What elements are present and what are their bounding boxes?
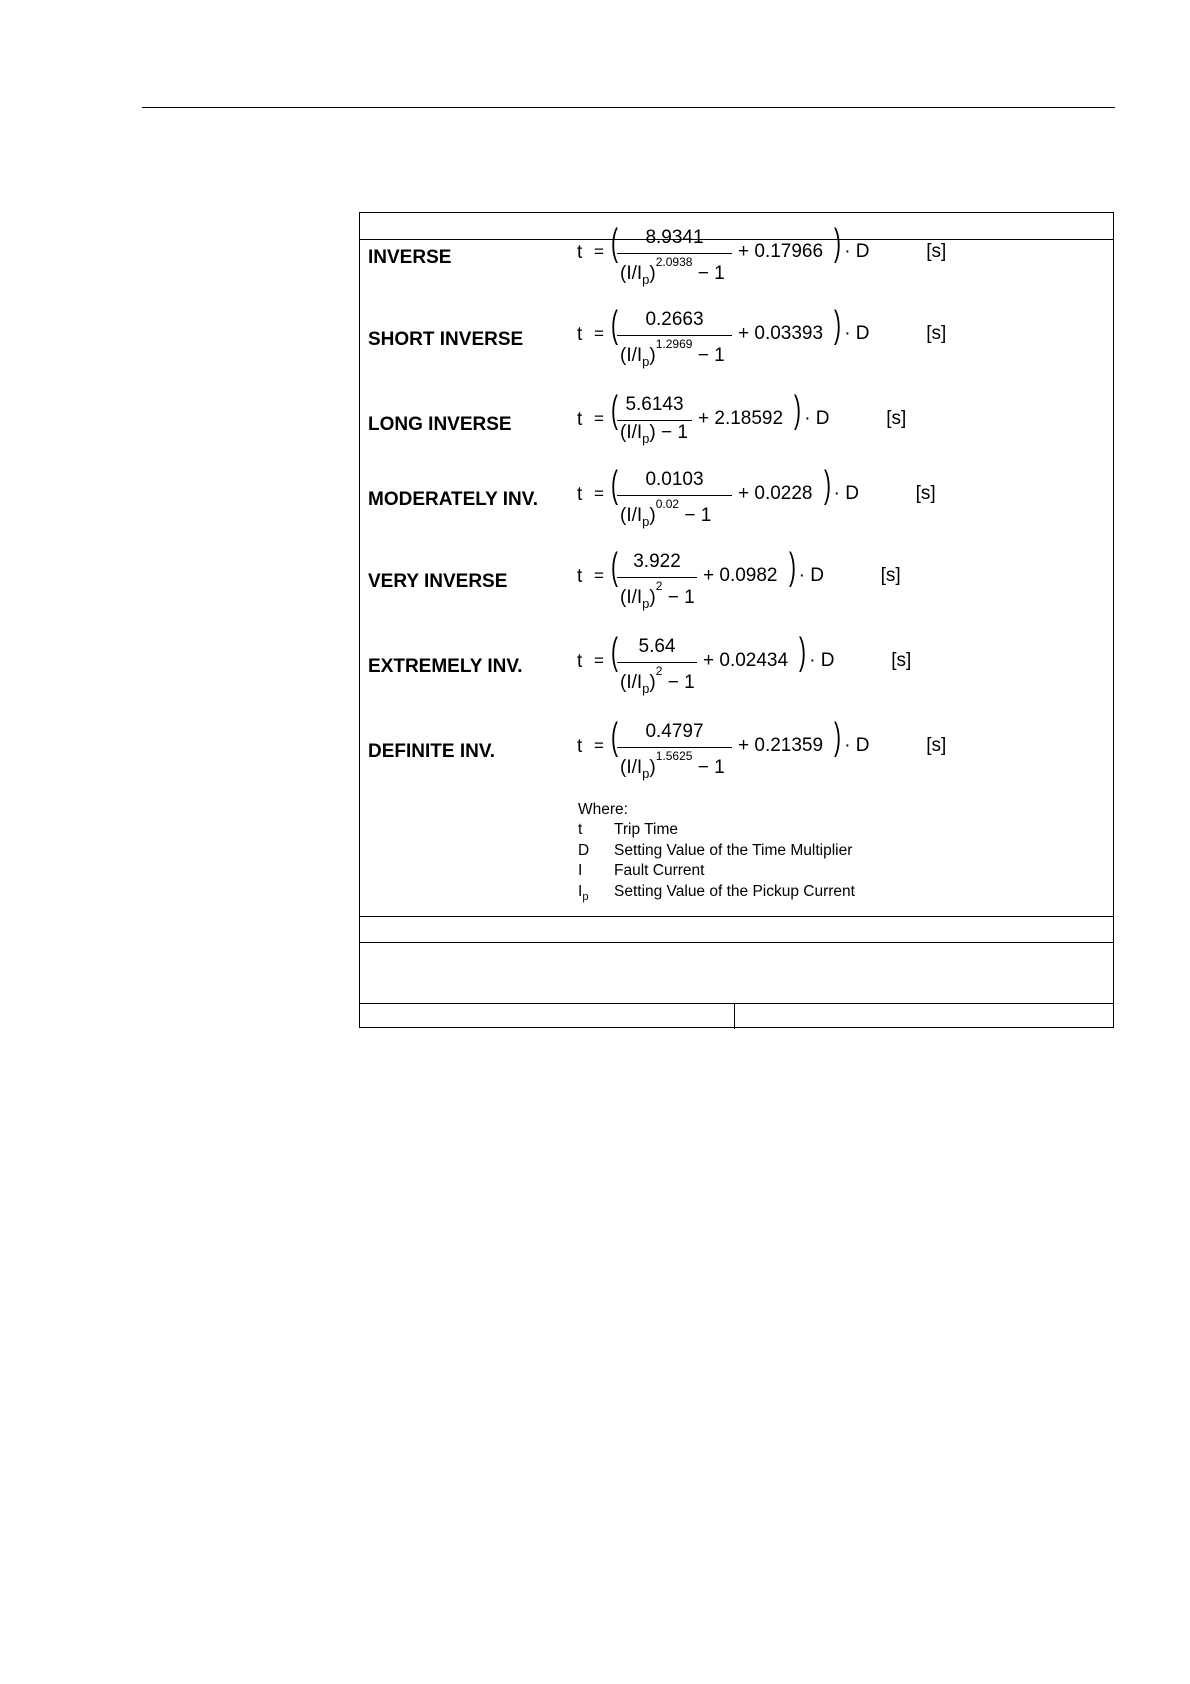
formula-numerator: 3.922 (633, 551, 681, 572)
legend-symbol: I (578, 862, 583, 879)
curve-row (360, 389, 1113, 454)
curve-label: EXTREMELY INV. (368, 656, 523, 677)
fraction-bar (617, 420, 692, 421)
close-paren: ) (794, 389, 802, 431)
formula-unit: [s] (926, 241, 947, 262)
formula-times-d: · D (833, 483, 859, 504)
open-paren: ( (611, 631, 618, 673)
formula-t: t (577, 324, 583, 345)
legend-symbol: $I_p$ (578, 882, 589, 903)
table-divider (360, 916, 1113, 917)
formula-t: t (577, 484, 583, 505)
formula-unit: [s] (886, 408, 907, 429)
formula-constant: + 0.0228 (738, 483, 813, 504)
formula-unit: [s] (891, 650, 912, 671)
formula-constant: + 0.0982 (703, 565, 778, 586)
table-column-divider (734, 1003, 735, 1029)
formula-times-d: · D (809, 650, 835, 671)
curve-label: SHORT INVERSE (368, 329, 524, 350)
formula-exponent: 0.02 (655, 497, 680, 511)
curve-row (360, 716, 1113, 781)
formula-times-d: · D (844, 323, 870, 344)
formula-constant: + 0.02434 (703, 650, 789, 671)
fraction-bar (617, 747, 732, 748)
curve-row (360, 464, 1113, 529)
close-paren: ) (834, 222, 842, 264)
formula-denominator: $(I/I_p)^{0.02} - 1$ (620, 497, 712, 529)
formula-numerator: 0.4797 (645, 721, 704, 742)
curve-label: VERY INVERSE (368, 571, 508, 592)
curve-row (360, 546, 1113, 611)
formula-constant: + 0.17966 (738, 241, 824, 262)
legend-text: Setting Value of the Pickup Current (614, 882, 855, 900)
open-paren: ( (611, 464, 618, 506)
formula-equals: = (594, 409, 604, 428)
fraction-bar (617, 495, 732, 496)
formula-equals: = (594, 324, 604, 343)
fraction-bar (617, 253, 732, 254)
formula-equals: = (594, 242, 604, 261)
formula-exponent: 1.5625 (655, 749, 693, 763)
formula-t: t (577, 736, 583, 757)
formula-exponent: 1.2969 (655, 337, 693, 351)
formula-t: t (577, 651, 583, 672)
formula-equals: = (594, 484, 604, 503)
curve-label: DEFINITE INV. (368, 741, 496, 762)
formula-unit: [s] (926, 735, 947, 756)
formula-numerator: 5.6143 (625, 394, 684, 415)
legend-text: Fault Current (614, 862, 705, 879)
formula-exponent: 2.0938 (655, 255, 693, 269)
formula-times-d: · D (798, 565, 824, 586)
formula-unit: [s] (880, 565, 901, 586)
curve-row (360, 222, 1113, 287)
formula-equals: = (594, 736, 604, 755)
curve-label: MODERATELY INV. (368, 489, 538, 510)
fraction-bar (617, 335, 732, 336)
close-paren: ) (788, 546, 796, 588)
fraction-bar (617, 662, 697, 663)
formula-constant: + 0.03393 (738, 323, 824, 344)
formula-constant: + 0.21359 (738, 735, 824, 756)
formula-denominator: $(I/I_p)^2 - 1$ (620, 579, 695, 611)
curve-row (360, 631, 1113, 696)
formula-times-d: · D (844, 241, 870, 262)
formula-equals: = (594, 566, 604, 585)
formula-equals: = (594, 651, 604, 670)
curve-label: LONG INVERSE (368, 414, 512, 435)
close-paren: ) (834, 304, 842, 346)
close-paren: ) (823, 464, 831, 506)
legend-symbol: t (578, 821, 583, 838)
open-paren: ( (611, 546, 618, 588)
formula-denominator: $(I/I_p)^{2.0938} - 1$ (620, 255, 725, 287)
formula-times-d: · D (804, 408, 830, 429)
formula-numerator: 0.2663 (645, 309, 704, 330)
formula-exponent: 2 (655, 579, 663, 593)
open-paren: ( (611, 222, 618, 264)
legend-text: Setting Value of the Time Multiplier (614, 841, 853, 859)
formula-constant: + 2.18592 (698, 408, 784, 429)
table-divider (360, 942, 1113, 943)
legend-symbol: D (578, 841, 590, 859)
formula-unit: [s] (926, 323, 947, 344)
formula-denominator: $(I/I_p)^2 - 1$ (620, 664, 695, 696)
formula-exponent: 2 (655, 664, 663, 678)
curve-row (360, 304, 1113, 369)
fraction-bar (617, 577, 697, 578)
open-paren: ( (611, 304, 618, 346)
formula-numerator: 5.64 (638, 636, 676, 657)
legend-text: Trip Time (614, 821, 679, 838)
legend-heading: Where: (578, 801, 628, 818)
formula-denominator: $(I/I_p) - 1$ (620, 422, 688, 446)
formula-unit: [s] (915, 483, 936, 504)
formula-t: t (577, 566, 583, 587)
curve-label: INVERSE (368, 247, 452, 268)
open-paren: ( (611, 716, 618, 758)
formula-numerator: 8.9341 (645, 227, 704, 248)
formula-t: t (577, 409, 583, 430)
open-paren: ( (611, 389, 618, 431)
page-header-rule (142, 107, 1115, 108)
formula-denominator: $(I/I_p)^{1.2969} - 1$ (620, 337, 725, 369)
close-paren: ) (799, 631, 807, 673)
curve-table (359, 212, 1114, 1028)
table-divider (360, 1003, 1113, 1004)
formula-t: t (577, 242, 583, 263)
formula-numerator: 0.0103 (645, 469, 704, 490)
close-paren: ) (834, 716, 842, 758)
formula-denominator: $(I/I_p)^{1.5625} - 1$ (620, 749, 725, 781)
formula-times-d: · D (844, 735, 870, 756)
